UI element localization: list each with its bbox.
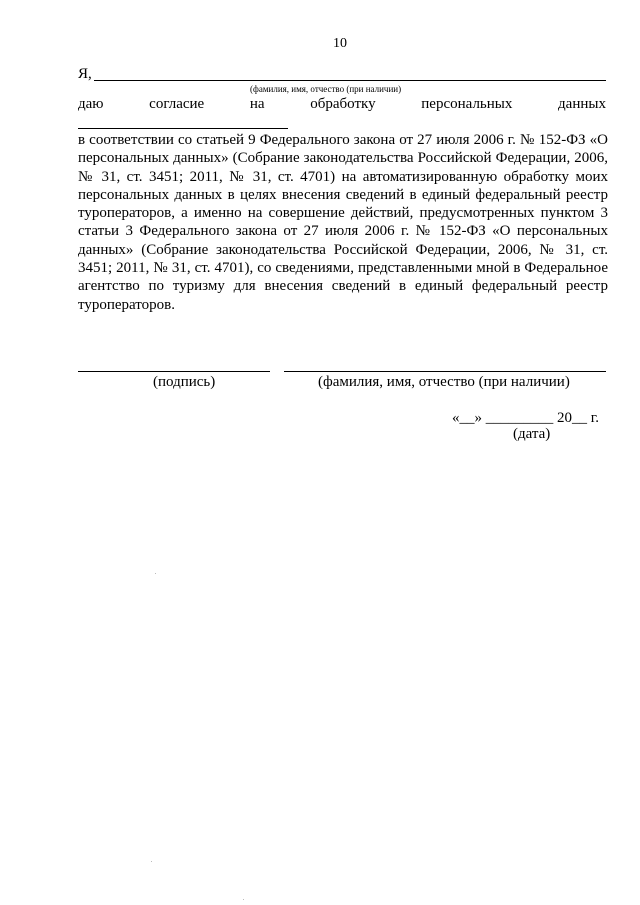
date-caption: (дата)	[513, 426, 551, 442]
fio-row	[78, 66, 606, 86]
signature-line[interactable]	[78, 371, 270, 372]
consent-row	[78, 96, 606, 113]
page-number: 10	[333, 36, 347, 51]
consent-word: персональных	[421, 96, 513, 112]
consent-word: согласие	[149, 96, 205, 112]
signature-lines	[78, 371, 606, 373]
consent-word: обработку	[310, 96, 376, 112]
scan-speck	[155, 573, 156, 574]
full-name-caption: (фамилия, имя, отчество (при наличии)	[318, 374, 570, 390]
scan-speck	[151, 861, 152, 862]
fio-prefix: Я,	[78, 66, 92, 82]
scan-speck	[243, 899, 244, 900]
consent-word: даю	[78, 96, 104, 112]
date-field[interactable]: «__» _________ 20__ г.	[452, 410, 599, 426]
fio-line[interactable]	[94, 80, 606, 81]
consent-word: на	[249, 96, 265, 112]
consent-body-text: в соответствии со статьей 9 Федерального закона от 27 июля 2006 г. № 152-ФЗ «О персональных данных» (Собрание законодательства Российской Федерации, 2006, № 31, ст. 3451; 2011, № 31, ст. 4701) на автоматизированную обработку моих персональных данных в целях внесения сведений в единый федеральный реестр туроператоров, а именно на совершение действий, предусмотренных пунктом 3 статьи 3 Федерального закона от 27 июля 2006 г. № 152-ФЗ «О персональных данных» (Собрание законодательства Российской Федерации, 2006, № 31, ст. 3451; 2011, № 31, ст. 4701), со сведениями, представленными мной в Федеральное агентство по туризму для внесения сведений в единый федеральный реестр туроператоров.	[78, 132, 608, 313]
full-name-line[interactable]	[284, 371, 606, 372]
signature-caption: (подпись)	[153, 374, 216, 390]
consent-word: данных	[558, 96, 606, 112]
data-category-line[interactable]	[78, 128, 288, 129]
fio-caption: (фамилия, имя, отчество (при наличии)	[250, 84, 402, 94]
